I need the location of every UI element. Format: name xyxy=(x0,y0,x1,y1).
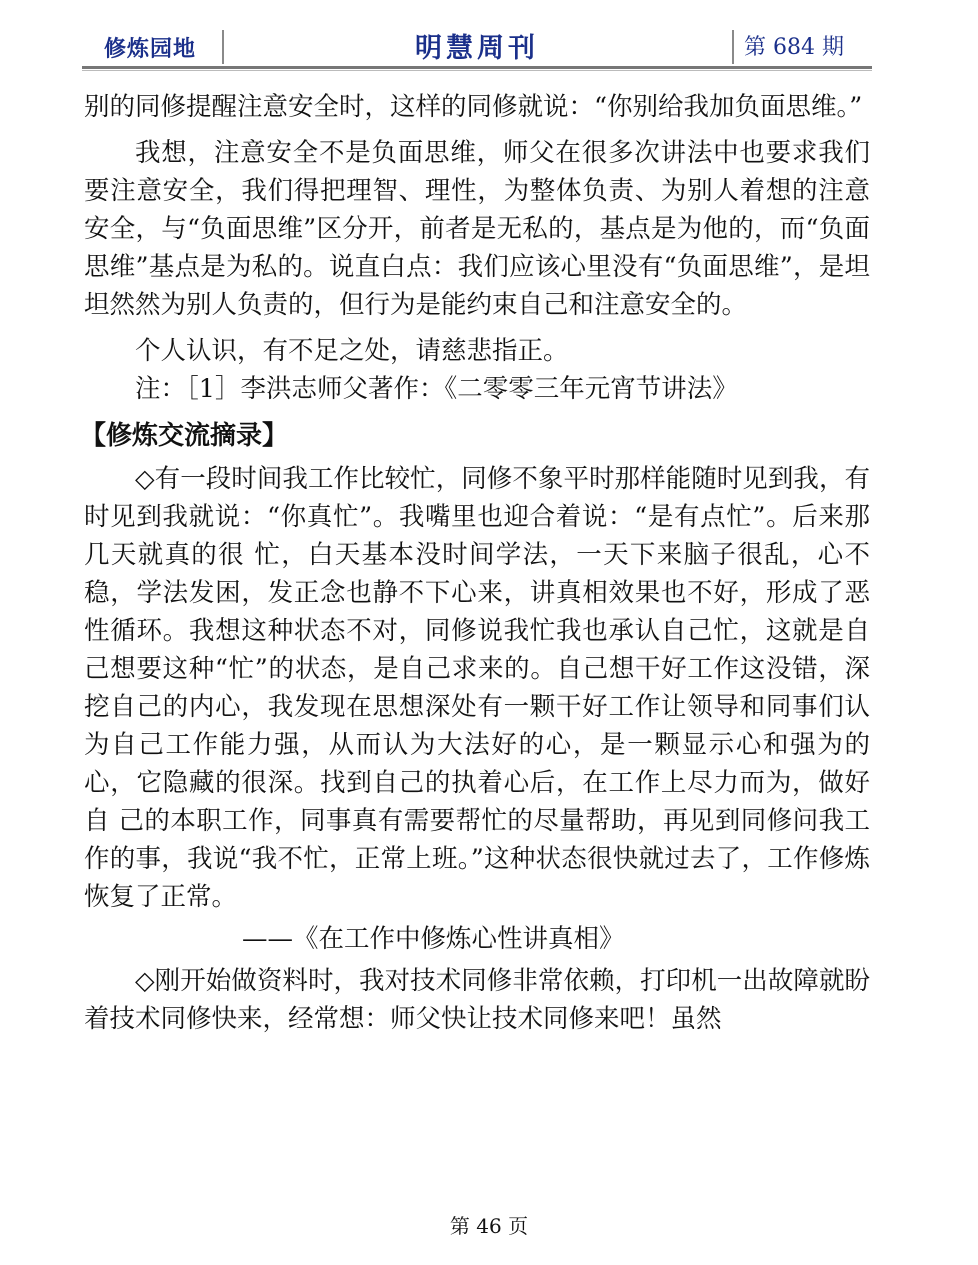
paragraph: 我想，注意安全不是负面思维，师父在很多次讲法中也要求我们要注意安全，我们得把理智、理性，为整体负责、为别人着想的注意安全，与“负面思维”区分开，前者是无私的，基点是为他的，而“负面思维”基点是为私的。说直白点：我们应该心里没有“负面思维”，是坦坦然然为别人负责的，但行为是能约束自己和注意安全的。 xyxy=(84,138,870,320)
issue-number: 第 684 期 xyxy=(744,35,844,60)
section-label: 修炼园地 xyxy=(104,36,197,62)
publication-title: 明慧周刊 xyxy=(415,33,539,64)
paragraph: 个人认识，有不足之处，请慈悲指正。 xyxy=(135,336,569,366)
excerpt-source: ——《在工作中修炼心性讲真相》 xyxy=(242,924,625,954)
header-rule-thin xyxy=(82,70,872,71)
paragraph: 别的同修提醒注意安全时，这样的同修就说：“你别给我加负面思维。” xyxy=(84,92,863,122)
page-number: 第 46 页 xyxy=(449,1214,529,1238)
section-heading: 【修炼交流摘录】 xyxy=(80,421,289,451)
excerpt-paragraph: ◇刚开始做资料时，我对技术同修非常依赖，打印机一出故障就盼着技术同修快来，经常想：师父快让技术同修来吧！虽然 xyxy=(84,966,870,1034)
header-rule xyxy=(82,66,872,69)
excerpt-paragraph: ◇有一段时间我工作比较忙，同修不象平时那样能随时见到我，有时见到我就说：“你真忙”。我嘴里也迎合着说：“是有点忙”。后来那几天就真的很 忙，白天基本没时间学法，一天下来脑子很乱，心不稳，学法发困，发正念也静不下心来，讲真相效果也不好，形成了恶性循环。我想这种状态不对，同修说我忙我也承认自己忙，这就是自己想要这种“忙”的状态，是自己求来的。自己想干好工作这没错，深挖自己的内心，我发现在思想深处有一颗干好工作让领导和同事们认为自己工作能力强，从而认为大法好的心，是一颗显示心和强为的心，它隐藏的很深。找到自己的执着心后，在工作上尽力而为，做好自 己的本职工作，同事真有需要帮忙的尽量帮助，再见到同修问我工作的事，我说“我不忙，正常上班。”这种状态很快就过去了，工作修炼恢复了正常。 xyxy=(84,464,870,912)
page-header xyxy=(82,26,872,68)
article-body xyxy=(80,88,870,1038)
header-divider xyxy=(732,30,734,64)
footnote: 注：［1］李洪志师父著作：《二零零三年元宵节讲法》 xyxy=(135,374,738,404)
